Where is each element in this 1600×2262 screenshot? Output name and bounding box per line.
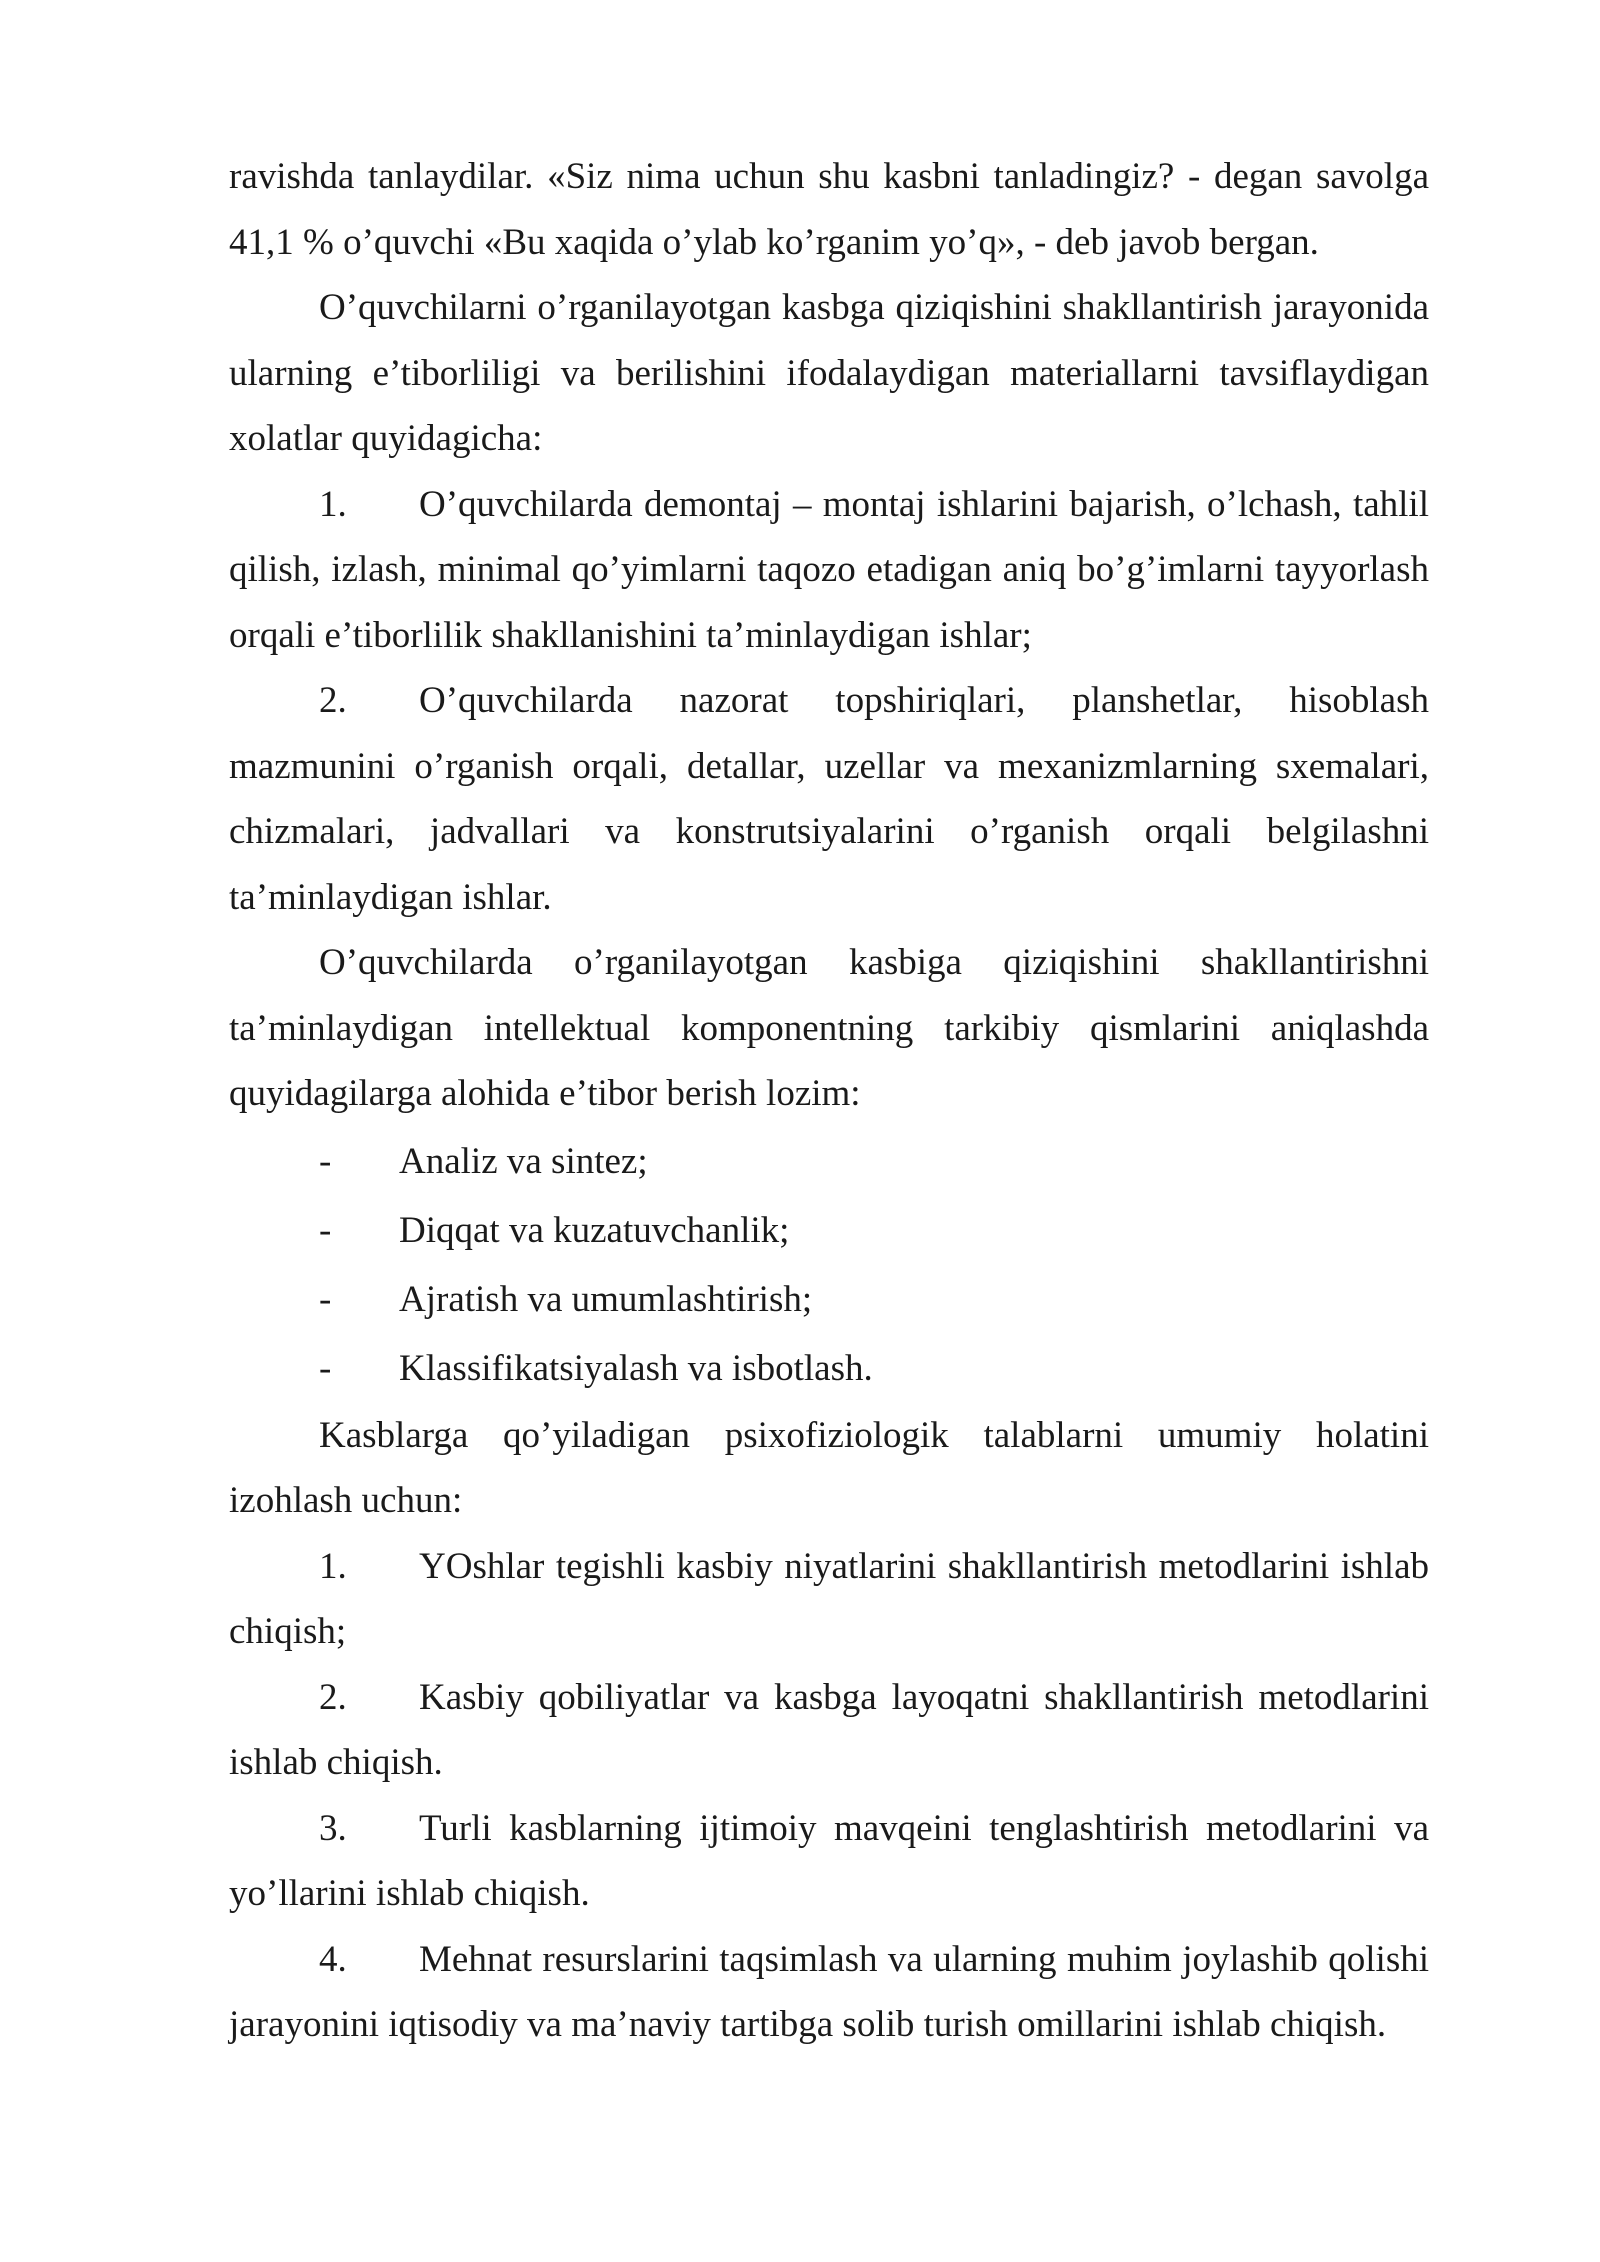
- item-text: Kasbiy qobiliyatlar va kasbga layoqatni shakllantirish metodlarini ishlab chiqish.: [229, 1676, 1429, 1783]
- item-text: Mehnat resurslarini taqsimlash va ularning muhim joylashib qolishi jarayonini iqtisodiy va ma’naviy tartibga solib turish omillarini ishlab chiqish.: [229, 1938, 1429, 2045]
- paragraph-3: O’quvchilarda o’rganilayotgan kasbiga qiziqishini shakllantirishni ta’minlaydigan intellektual komponentning tarkibiy qismlarini aniqlashda quyidagilarga alohida e’tibor berish lozim:: [229, 942, 1429, 1114]
- document-body: [229, 144, 1429, 2058]
- item-text: O’quvchilarda demontaj – montaj ishlarini bajarish, o’lchash, tahlil qilish, izlash, minimal qo’yimlarni taqozo etadigan aniq bo’g’imlarni tayyorlash orqali e’tiborlilik shakllanishini ta’minlaydigan ishlar;: [229, 483, 1429, 656]
- bullet-dash: -: [319, 1278, 332, 1320]
- item-number: 2.: [319, 1676, 347, 1718]
- paragraph-1: ravishda tanlaydilar. «Siz nima uchun shu kasbni tanladingiz? - degan savolga 41,1 % o’quvchi «Bu xaqida o’ylab ko’rganim yo’q», - deb javob bergan.: [229, 156, 1429, 263]
- bullet-text: Analiz va sintez;: [399, 1140, 648, 1182]
- bullet-item-4: [229, 1334, 1429, 1403]
- numbered-item-4: [229, 1665, 1429, 1796]
- item-number: 2.: [319, 680, 347, 721]
- bullet-item-3: [229, 1265, 1429, 1334]
- paragraph-2: O’quvchilarni o’rganilayotgan kasbga qiziqishini shakllantirish jarayonida ularning e’tiborliligi va berilishini ifodalaydigan materiallarni tavsiflaydigan xolatlar quyidagicha:: [229, 287, 1429, 459]
- numbered-item-1: [229, 472, 1429, 669]
- bullet-text: Ajratish va umumlashtirish;: [399, 1278, 813, 1320]
- item-text: O’quvchilarda nazorat topshiriqlari, planshetlar, hisoblash mazmunini o’rganish orqali, detallar, uzellar va mexanizmlarning sxemalari, chizmalari, jadvallari va konstrutsiyalarini o’rganish orqali belgilashni ta’minlaydigan ishlar.: [229, 680, 1429, 918]
- item-number: 1.: [319, 1545, 347, 1587]
- bullet-text: Diqqat va kuzatuvchanlik;: [399, 1209, 790, 1251]
- bullet-item-1: [229, 1127, 1429, 1196]
- bullet-dash: -: [319, 1209, 332, 1251]
- numbered-item-5: [229, 1796, 1429, 1927]
- bullet-dash: -: [319, 1347, 332, 1389]
- bullet-item-2: [229, 1196, 1429, 1265]
- item-number: 1.: [319, 483, 347, 525]
- item-text: YOshlar tegishli kasbiy niyatlarini shakllantirish metodlarini ishlab chiqish;: [229, 1545, 1429, 1652]
- paragraph-4: Kasblarga qo’yiladigan psixofiziologik talablarni umumiy holatini izohlash uchun:: [229, 1414, 1429, 1521]
- numbered-item-6: [229, 1927, 1429, 2058]
- numbered-item-2: [229, 668, 1429, 930]
- item-number: 4.: [319, 1938, 347, 1980]
- numbered-item-3: [229, 1534, 1429, 1665]
- bullet-dash: -: [319, 1140, 332, 1182]
- item-text: Turli kasblarning ijtimoiy mavqeini tenglashtirish metodlarini va yo’llarini ishlab chiqish.: [229, 1807, 1429, 1914]
- item-number: 3.: [319, 1807, 347, 1849]
- bullet-text: Klassifikatsiyalash va isbotlash.: [399, 1347, 873, 1389]
